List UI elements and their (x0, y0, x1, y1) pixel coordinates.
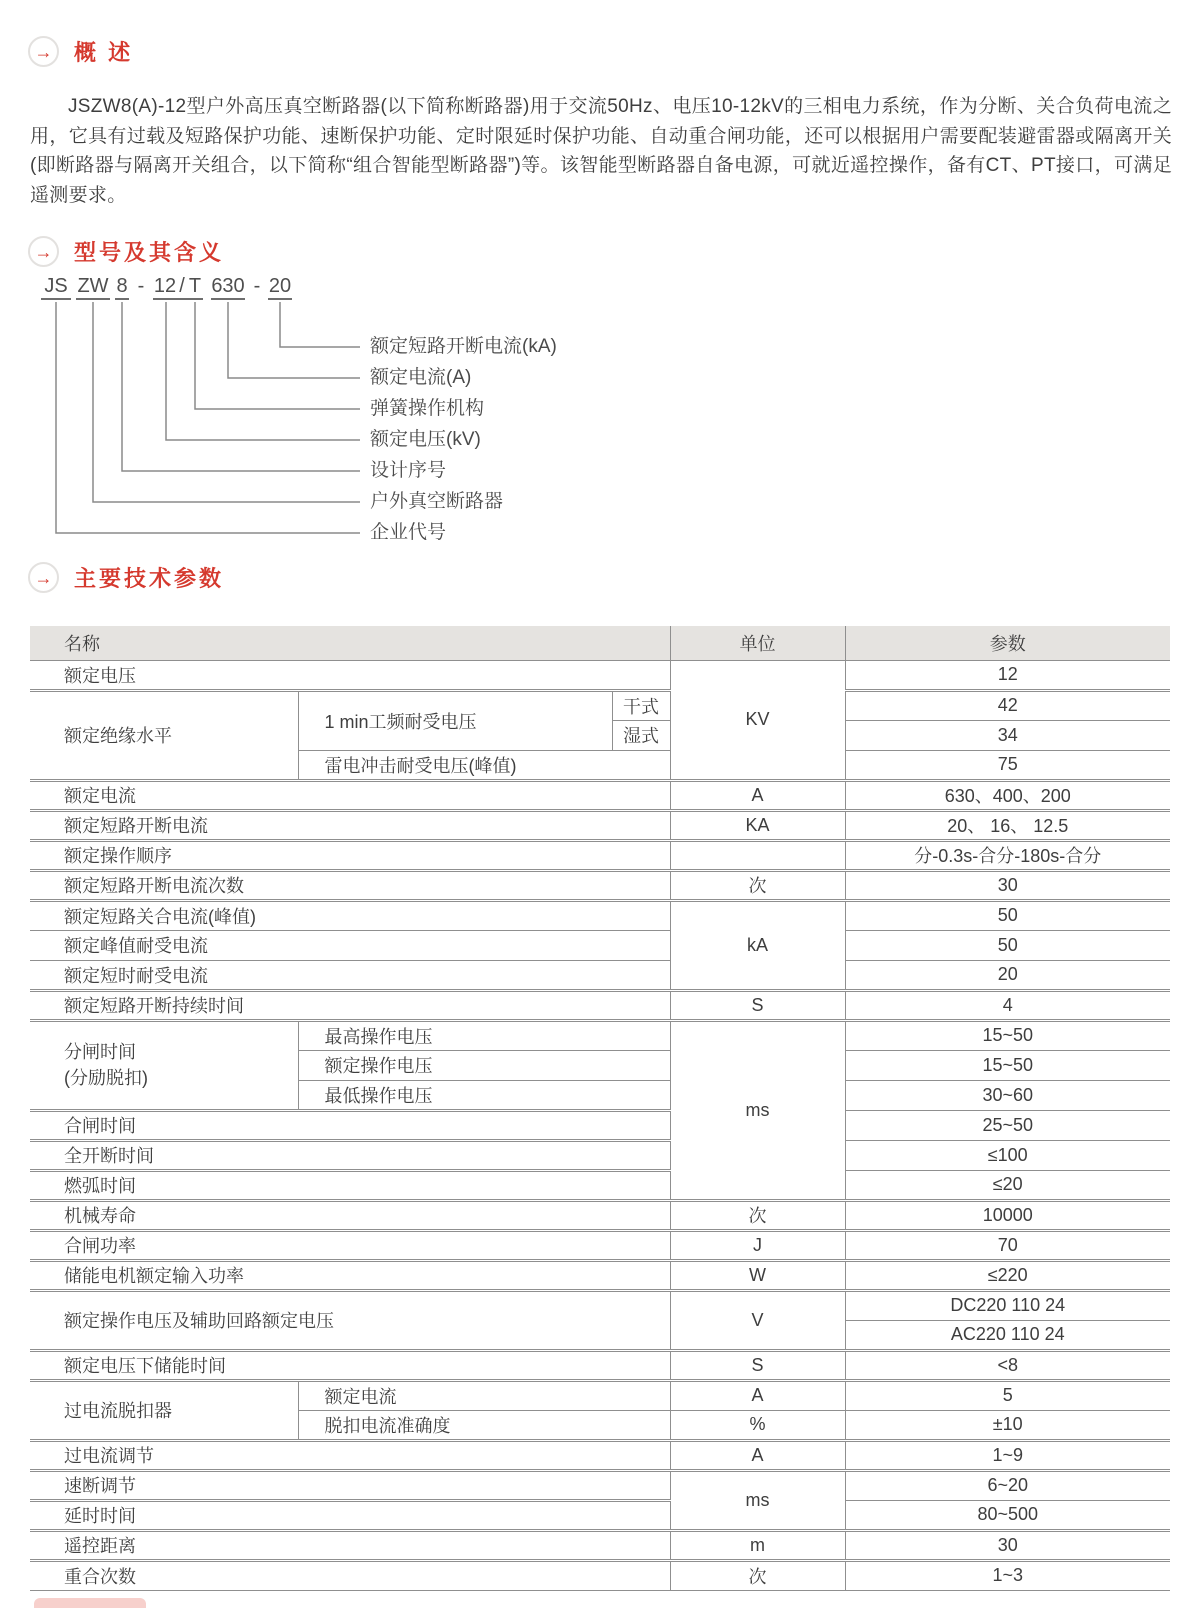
cell-unit: A (670, 1440, 845, 1470)
model-token-dash2: - (253, 275, 261, 297)
cell-unit: % (670, 1410, 845, 1440)
table-row (30, 1170, 1170, 1200)
cell-subname: 最高操作电压 (298, 1020, 670, 1050)
table-row (30, 1260, 1170, 1290)
cell-param: 4 (845, 990, 1170, 1020)
model-label-breaking-current: 额定短路开断电流(kA) (370, 336, 557, 357)
table-row (30, 870, 1170, 900)
cell-subname: 额定操作电压 (298, 1050, 670, 1080)
cell-param: AC220 110 24 (845, 1320, 1170, 1350)
cell-name: 额定操作顺序 (30, 840, 670, 870)
arrow-right-icon (28, 36, 59, 67)
cell-param: 10000 (845, 1200, 1170, 1230)
table-row (30, 690, 1170, 720)
cell-param: 分-0.3s-合分-180s-合分 (845, 840, 1170, 870)
model-title: 型号及其含义 (74, 240, 225, 265)
table-row (30, 1560, 1170, 1590)
cell-param: 30~60 (845, 1080, 1170, 1110)
cell-param: 5 (845, 1380, 1170, 1410)
model-label-rated-voltage: 额定电压(kV) (370, 429, 481, 450)
table-row (30, 990, 1170, 1020)
overview-paragraph: JSZW8(A)-12型户外高压真空断路器(以下简称断路器)用于交流50Hz、电压10-12kV的三相电力系统，作为分断、关合负荷电流之用，它具有过载及短路保护功能、速断保护功能、定时限延时保护功能、自动重合闸功能，还可以根据用户需要配装避雷器或隔离开关(即断路器与隔离开关组合，以下简称“组合智能型断路器”)等。该智能型断路器自备电源，可就近遥控操作，备有CT、PT接口，可满足遥测要求。 (30, 96, 1172, 206)
model-token-dash: - (137, 275, 145, 297)
table-row (30, 840, 1170, 870)
arrow-glyph: → (34, 241, 53, 262)
cell-name: 额定峰值耐受电流 (30, 930, 670, 960)
cell-param: <8 (845, 1350, 1170, 1380)
table-row (30, 1110, 1170, 1140)
cell-param: 1~9 (845, 1440, 1170, 1470)
cell-unit: A (670, 1380, 845, 1410)
cell-param: 42 (845, 690, 1170, 720)
cell-param: 1~3 (845, 1560, 1170, 1590)
table-row (30, 900, 1170, 930)
model-token-630: 630 (211, 274, 245, 300)
cell-subname: 额定电流 (298, 1380, 670, 1410)
arrow-right-icon (28, 236, 59, 267)
cell-param: 80~500 (845, 1500, 1170, 1530)
table-row (30, 960, 1170, 990)
model-token-8: 8 (115, 274, 129, 300)
cell-unit: ms (670, 1470, 845, 1530)
cell-param: 25~50 (845, 1110, 1170, 1140)
model-label-spring-mechanism: 弹簧操作机构 (370, 398, 485, 419)
cell-name: 额定电压下储能时间 (30, 1350, 670, 1380)
cell-name-line1: 分闸时间 (64, 1042, 136, 1062)
table-row (30, 1140, 1170, 1170)
table-row (30, 1500, 1170, 1530)
cell-unit: A (670, 780, 845, 810)
cell-param: 75 (845, 750, 1170, 780)
cell-name: 过电流脱扣器 (30, 1380, 298, 1440)
page-footer-partial (34, 1598, 146, 1608)
col-header-name: 名称 (30, 626, 670, 660)
cell-name: 燃弧时间 (30, 1170, 670, 1200)
model-token-slash: / (177, 274, 187, 300)
cell-unit (670, 840, 845, 870)
cell-name-line2: (分励脱扣) (64, 1068, 148, 1088)
table-row (30, 1020, 1170, 1050)
overview-title: 概 述 (74, 40, 134, 65)
table-row (30, 1380, 1170, 1410)
cell-subname: 1 min工频耐受电压 (298, 690, 612, 750)
cell-name: 遥控距离 (30, 1530, 670, 1560)
arrow-glyph: → (34, 567, 53, 588)
table-row (30, 1200, 1170, 1230)
model-code-diagram (40, 274, 760, 554)
cell-name: 额定电压 (30, 660, 670, 690)
cell-unit: ms (670, 1020, 845, 1200)
cell-unit: KV (670, 660, 845, 780)
cell-param: 20 (845, 960, 1170, 990)
overview-section-header (28, 36, 133, 67)
cell-param: DC220 110 24 (845, 1290, 1170, 1320)
cell-param: ≤100 (845, 1140, 1170, 1170)
cell-name: 全开断时间 (30, 1140, 670, 1170)
cell-param: 6~20 (845, 1470, 1170, 1500)
cell-param: ±10 (845, 1410, 1170, 1440)
model-label-design-serial: 设计序号 (370, 460, 447, 481)
cell-unit: 次 (670, 1200, 845, 1230)
table-row (30, 1230, 1170, 1260)
model-section-header (28, 236, 224, 267)
cell-unit: KA (670, 810, 845, 840)
cell-name: 过电流调节 (30, 1440, 670, 1470)
model-token-zw: ZW (76, 274, 110, 300)
cell-name: 延时时间 (30, 1500, 670, 1530)
cell-param: 34 (845, 720, 1170, 750)
params-title: 主要技术参数 (74, 566, 225, 591)
table-row (30, 1530, 1170, 1560)
cell-name: 额定短路开断电流 (30, 810, 670, 840)
cell-subname: 脱扣电流准确度 (298, 1410, 670, 1440)
cell-param: 30 (845, 870, 1170, 900)
cell-name: 合闸时间 (30, 1110, 670, 1140)
cell-param: 50 (845, 930, 1170, 960)
cell-name: 机械寿命 (30, 1200, 670, 1230)
cell-param: 70 (845, 1230, 1170, 1260)
cell-condition: 湿式 (612, 720, 670, 750)
model-token-20: 20 (268, 274, 292, 300)
cell-unit: kA (670, 900, 845, 990)
model-token-js: JS (41, 274, 71, 300)
cell-name: 速断调节 (30, 1470, 670, 1500)
cell-unit: S (670, 1350, 845, 1380)
cell-name: 合闸功率 (30, 1230, 670, 1260)
cell-name (30, 1020, 298, 1110)
cell-name: 储能电机额定输入功率 (30, 1260, 670, 1290)
params-section-header (28, 562, 224, 593)
col-header-unit: 单位 (670, 626, 845, 660)
cell-condition: 干式 (612, 690, 670, 720)
cell-param: 15~50 (845, 1050, 1170, 1080)
table-row (30, 1290, 1170, 1320)
cell-param: 630、400、200 (845, 780, 1170, 810)
cell-param: ≤220 (845, 1260, 1170, 1290)
model-token-12: 12 (153, 274, 177, 300)
table-row (30, 1350, 1170, 1380)
cell-unit: 次 (670, 1560, 845, 1590)
cell-param: 50 (845, 900, 1170, 930)
cell-name: 额定短时耐受电流 (30, 960, 670, 990)
cell-param: 12 (845, 660, 1170, 690)
cell-param: 15~50 (845, 1020, 1170, 1050)
arrow-right-icon (28, 562, 59, 593)
model-token-t: T (187, 274, 203, 300)
table-row (30, 1440, 1170, 1470)
model-label-company-code: 企业代号 (370, 522, 447, 543)
col-header-param: 参数 (845, 626, 1170, 660)
parameters-table (30, 626, 1170, 1591)
model-label-rated-current: 额定电流(A) (370, 367, 472, 388)
cell-param: ≤20 (845, 1170, 1170, 1200)
arrow-glyph: → (34, 41, 53, 62)
cell-name: 额定电流 (30, 780, 670, 810)
table-row (30, 930, 1170, 960)
cell-param: 20、 16、 12.5 (845, 810, 1170, 840)
table-header-row (30, 626, 1170, 660)
cell-name: 重合次数 (30, 1560, 670, 1590)
cell-unit: S (670, 990, 845, 1020)
cell-name: 额定短路开断持续时间 (30, 990, 670, 1020)
table-row (30, 810, 1170, 840)
cell-unit: W (670, 1260, 845, 1290)
table-row (30, 1470, 1170, 1500)
cell-unit: m (670, 1530, 845, 1560)
cell-subname: 雷电冲击耐受电压(峰值) (298, 750, 670, 780)
cell-name: 额定操作电压及辅助回路额定电压 (30, 1290, 670, 1350)
table-row (30, 780, 1170, 810)
cell-name: 额定绝缘水平 (30, 690, 298, 780)
cell-unit: J (670, 1230, 845, 1260)
model-connector-lines (40, 302, 380, 542)
cell-name: 额定短路开断电流次数 (30, 870, 670, 900)
model-label-outdoor-vcb: 户外真空断路器 (370, 491, 504, 512)
table-row (30, 660, 1170, 690)
cell-param: 30 (845, 1530, 1170, 1560)
cell-unit: 次 (670, 870, 845, 900)
cell-name: 额定短路关合电流(峰值) (30, 900, 670, 930)
cell-subname: 最低操作电压 (298, 1080, 670, 1110)
cell-unit: V (670, 1290, 845, 1350)
